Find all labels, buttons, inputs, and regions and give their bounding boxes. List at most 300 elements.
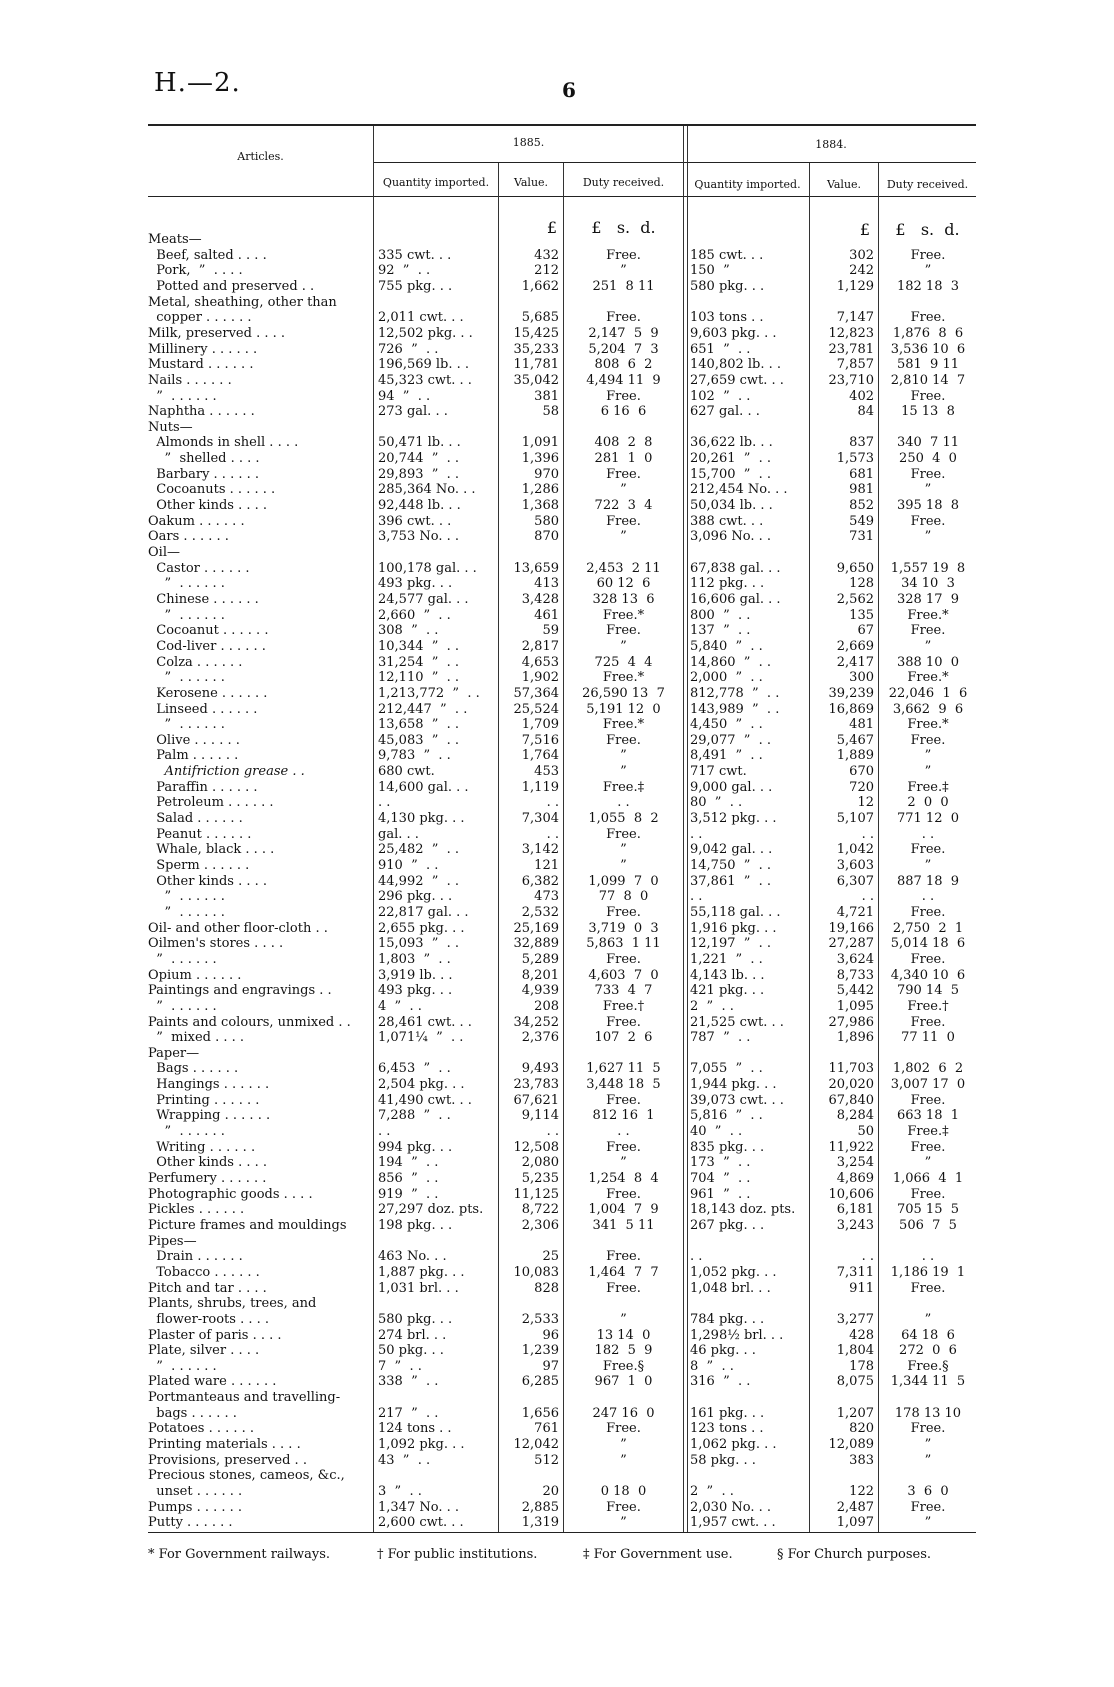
value-1884: 11,922	[828, 1139, 874, 1155]
duty-1884: ”	[924, 638, 932, 654]
value-1885: 870	[534, 529, 559, 545]
article-name: ” . . . . . .	[148, 607, 225, 623]
article-name: Photographic goods . . . .	[148, 1186, 313, 1202]
article-name: Oakum . . . . . .	[148, 513, 245, 529]
value-1884: 135	[849, 607, 874, 623]
article-name: Bags . . . . . .	[148, 1061, 239, 1077]
article-name: Paintings and engravings . .	[148, 983, 332, 999]
duty-1884: 77 11 0	[901, 1030, 955, 1046]
value-1884: 302	[849, 247, 874, 263]
value-1884: 4,721	[836, 904, 874, 920]
value-1885: 381	[534, 388, 559, 404]
quantity-1885: 856 ” . .	[378, 1171, 439, 1186]
duty-1885: Free.	[606, 247, 641, 263]
quantity-1885: 493 pkg. . .	[378, 983, 453, 999]
quantity-1885: 198 pkg. . .	[378, 1217, 453, 1233]
quantity-1884: 12,197 ” . .	[690, 936, 772, 952]
quantity-1884: 9,042 gal. . .	[690, 842, 773, 858]
value-1885: 2,817	[521, 638, 559, 654]
quantity-1885: 31,254 ” . .	[378, 654, 460, 670]
value-1884: 383	[849, 1452, 874, 1468]
article-name: Pitch and tar . . . .	[148, 1280, 267, 1296]
duty-1884: 2,750 2 1	[892, 920, 964, 936]
quantity-1884: 1,916 pkg. . .	[690, 920, 777, 936]
duty-1884: Free.‡	[907, 779, 949, 795]
quantity-1885: 2,011 cwt. . .	[378, 310, 464, 326]
value-1885: 2,532	[521, 904, 559, 920]
value-unit-1885: £	[546, 218, 557, 237]
quantity-1884: 717 cwt.	[690, 764, 747, 780]
quantity-1885: 1,071¼ ” . .	[378, 1030, 464, 1046]
duty-1884: Free.	[910, 904, 946, 920]
duty-1884: Free.*	[907, 717, 949, 733]
page-reference: H.—2.	[154, 68, 241, 98]
value-1884: 67,840	[828, 1092, 874, 1108]
duty-1885: Free.	[606, 1249, 641, 1265]
duty-1885: 13 14 0	[596, 1327, 651, 1343]
article-name: Drain . . . . . .	[148, 1249, 243, 1265]
duty-1885: 1,055 8 2	[588, 811, 659, 827]
article-name: Pickles . . . . . .	[148, 1202, 245, 1218]
quantity-1885: 1,092 pkg. . .	[378, 1437, 465, 1453]
duty-1884: Free.	[910, 1014, 946, 1030]
value-1885: 25,524	[513, 701, 559, 717]
duty-1885: ”	[620, 638, 627, 654]
article-name: Naphtha . . . . . .	[148, 404, 255, 420]
quantity-1885: 22,817 gal. . .	[378, 904, 469, 920]
duty-1885: ”	[620, 748, 627, 764]
duty-1885: 247 16 0	[592, 1405, 655, 1421]
quantity-1884: 16,606 gal. . .	[690, 591, 781, 607]
quantity-1884: 1,298½ brl. . .	[690, 1327, 784, 1343]
value-1884: 19,166	[828, 920, 874, 936]
duty-1884: ”	[924, 1515, 932, 1531]
duty-1885: ”	[620, 263, 627, 279]
quantity-1884: 1,221 ” . .	[690, 951, 763, 967]
duty-1884: 506 7 5	[899, 1217, 957, 1233]
col-divider	[373, 126, 374, 1532]
duty-1884: 1,344 11 5	[890, 1374, 966, 1390]
article-name: Nuts—	[148, 419, 193, 435]
value-unit-1884: £	[859, 220, 870, 239]
article-name: Almonds in shell . . . .	[148, 435, 299, 451]
duty-1884: Free.†	[907, 998, 949, 1014]
duty-1885: Free.	[606, 310, 641, 326]
quantity-1884: 37,861 ” . .	[690, 873, 772, 889]
duty-1884: Free.	[910, 732, 946, 748]
quantity-1884: 1,052 pkg. . .	[690, 1264, 777, 1280]
quantity-1884: 55,118 gal. . .	[690, 904, 781, 920]
quantity-1884: 812,778 ” . .	[690, 685, 780, 701]
quantity-1885: 29,893 ” . .	[378, 466, 460, 482]
value-1885: 2,376	[521, 1030, 559, 1046]
quantity-1884: 2,000 ” . .	[690, 670, 763, 686]
value-1884: 27,986	[828, 1014, 874, 1030]
duty-1884: 581 9 11	[896, 357, 960, 373]
duty-1884: Free.‡	[907, 1124, 949, 1140]
value-1885: 96	[542, 1327, 559, 1343]
quantity-1884: . .	[690, 1249, 703, 1265]
duty-1884: ”	[924, 263, 932, 279]
quantity-1884: 112 pkg. . .	[690, 576, 765, 592]
quantity-1885: 24,577 gal. . .	[378, 591, 469, 607]
article-name: Linseed . . . . . .	[148, 701, 258, 717]
value-1884: 720	[849, 779, 874, 795]
duty-1885: 107 2 6	[594, 1030, 653, 1046]
value-1884: 39,239	[828, 685, 874, 701]
value-1885: 1,764	[521, 748, 559, 764]
quantity-1884: 20,261 ” . .	[690, 451, 772, 467]
quantity-1885: 726 ” . .	[378, 341, 439, 357]
value-1884: . .	[861, 826, 874, 842]
article-name: ” . . . . . .	[148, 670, 225, 686]
duty-1885: 725 4 4	[594, 654, 653, 670]
duty-1884: 2 0 0	[907, 795, 949, 811]
value-1884: 12	[857, 795, 874, 811]
quantity-1884: 5,816 ” . .	[690, 1108, 763, 1124]
quantity-1884: 29,077 ” . .	[690, 732, 772, 748]
duty-1885: Free.*	[602, 670, 645, 686]
value-1884: 3,243	[836, 1217, 874, 1233]
quantity-1884: 9,603 pkg. . .	[690, 325, 777, 341]
duty-1884: Free.	[910, 247, 946, 263]
article-name: Potted and preserved . .	[148, 278, 315, 294]
quantity-1884: 143,989 ” . .	[690, 701, 780, 717]
duty-1884: 663 18 1	[896, 1108, 960, 1124]
quantity-1885: 50,471 lb. . .	[378, 435, 461, 451]
duty-1884: ”	[924, 1311, 932, 1327]
duty-1885: ”	[620, 1452, 627, 1468]
value-1885: 23,783	[513, 1077, 559, 1093]
value-1884: 16,869	[828, 701, 874, 717]
value-1884: 2,562	[836, 591, 874, 607]
quantity-1885: 1,031 brl. . .	[378, 1280, 459, 1296]
quantity-1885: 338 ” . .	[378, 1374, 439, 1390]
duty-1885: Free.	[606, 623, 641, 639]
value-1885: 1,319	[521, 1515, 559, 1531]
duty-header-1885: Duty received.	[582, 176, 665, 189]
article-name: ” . . . . . .	[148, 1358, 217, 1374]
header-bottom-rule	[148, 196, 976, 197]
duty-1884: Free.	[910, 466, 946, 482]
value-1884: 8,733	[836, 967, 874, 983]
article-name: Beef, salted . . . .	[148, 247, 267, 263]
value-1885: 580	[534, 513, 559, 529]
value-header-1885: Value.	[513, 176, 549, 189]
quantity-1884: 27,659 cwt. . .	[690, 372, 784, 388]
quantity-1885: 10,344 ” . .	[378, 638, 460, 654]
top-rule	[148, 124, 976, 126]
quantity-1885: 2,660 ” . .	[378, 607, 451, 623]
duty-1885: 1,004 7 9	[588, 1202, 659, 1218]
duty-1884: 340 7 11	[896, 435, 960, 451]
quantity-1884: 4,143 lb. . .	[690, 967, 765, 983]
quantity-1884: 137 ” . .	[690, 623, 751, 639]
value-1885: 1,396	[521, 451, 559, 467]
duty-1885: Free.†	[602, 998, 645, 1014]
value-1884: 1,573	[836, 451, 874, 467]
article-name: Writing . . . . . .	[148, 1139, 256, 1155]
quantity-1885: 45,323 cwt. . .	[378, 372, 472, 388]
quantity-1884: 961 ” . .	[690, 1186, 751, 1202]
quantity-1884: 784 pkg. . .	[690, 1311, 765, 1327]
value-1884: 731	[849, 529, 874, 545]
value-1885: 7,304	[521, 811, 559, 827]
footnote-railways: * For Government railways.	[148, 1547, 331, 1562]
duty-1884: Free.	[910, 1186, 946, 1202]
value-1885: 2,533	[521, 1311, 559, 1327]
value-1885: 34,252	[513, 1014, 559, 1030]
duty-1884: Free.	[910, 623, 946, 639]
value-1885: 432	[534, 247, 559, 263]
quantity-1884: 1,062 pkg. . .	[690, 1437, 777, 1453]
quantity-1885: 50 pkg. . .	[378, 1343, 444, 1359]
article-name: Paraffin . . . . . .	[148, 779, 258, 795]
article-name: Plated ware . . . . . .	[148, 1374, 277, 1390]
duty-1884: 64 18 6	[901, 1327, 955, 1343]
value-1884: 2,669	[836, 638, 874, 654]
value-1885: 1,368	[521, 498, 559, 514]
value-1885: 67,621	[513, 1092, 559, 1108]
value-1885: 453	[534, 764, 559, 780]
duty-1885: Free.§	[602, 1358, 645, 1374]
article-name: ” . . . . . .	[148, 576, 225, 592]
value-1885: 413	[534, 576, 559, 592]
article-name: Castor . . . . . .	[148, 560, 250, 576]
article-name: Paints and colours, unmixed . .	[148, 1014, 351, 1030]
quantity-1884: 80 ” . .	[690, 795, 743, 811]
value-1885: 13,659	[513, 560, 559, 576]
quantity-1885: . .	[378, 1124, 391, 1140]
value-1885: 208	[534, 998, 559, 1014]
value-1884: 128	[849, 576, 874, 592]
quantity-1884: 800 ” . .	[690, 607, 751, 623]
duty-1884: 178 13 10	[894, 1405, 962, 1421]
article-name: copper . . . . . .	[148, 310, 252, 326]
duty-1884: 790 14 5	[896, 983, 960, 999]
value-1885: 11,781	[513, 357, 559, 373]
quantity-1884: 173 ” . .	[690, 1155, 751, 1171]
duty-1885: Free.	[606, 1139, 641, 1155]
quantity-1884: 835 pkg. . .	[690, 1139, 765, 1155]
duty-1885: Free.	[606, 1186, 641, 1202]
value-1885: 1,709	[521, 717, 559, 733]
quantity-1885: 4 ” . .	[378, 998, 422, 1014]
duty-1884: ”	[924, 748, 932, 764]
quantity-1884: 212,454 No. . .	[690, 482, 788, 498]
article-name: Oil—	[148, 545, 180, 560]
duty-1884: 5,014 18 6	[890, 936, 966, 952]
value-1884: 9,650	[836, 560, 874, 576]
footnote-church: § For Church purposes.	[777, 1547, 932, 1562]
quantity-1885: 15,093 ” . .	[378, 936, 460, 952]
article-name: Oilmen's stores . . . .	[148, 936, 284, 952]
quantity-1885: 217 ” . .	[378, 1405, 439, 1421]
value-1884: 5,442	[836, 983, 874, 999]
quantity-1884: 50,034 lb. . .	[690, 498, 773, 514]
value-1884: 481	[849, 717, 874, 733]
value-1884: . .	[861, 1249, 874, 1265]
duty-1885: Free.*	[602, 607, 645, 623]
value-1885: 212	[534, 263, 559, 279]
duty-1884: Free.*	[907, 670, 949, 686]
value-1884: 820	[849, 1421, 874, 1437]
duty-1885: 1,099 7 0	[588, 873, 659, 889]
quantity-1885: 910 ” . .	[378, 858, 439, 873]
duty-1884: ”	[924, 858, 932, 873]
article-name: Pork, ” . . . .	[148, 263, 243, 279]
duty-1884: Free.	[910, 842, 946, 858]
col-divider	[563, 163, 564, 1532]
value-1884: 23,710	[828, 372, 874, 388]
duty-1884: ”	[924, 1452, 932, 1468]
value-1885: 15,425	[513, 325, 559, 341]
duty-1884: Free.	[910, 1499, 946, 1515]
duty-1885: ”	[620, 764, 627, 780]
quantity-1885: 124 tons . .	[378, 1421, 452, 1437]
article-name: ” . . . . . .	[148, 904, 225, 920]
value-1885: 8,722	[521, 1202, 559, 1218]
duty-1885: Free.	[606, 1280, 641, 1296]
value-header-1884: Value.	[826, 178, 862, 191]
value-1884: 7,857	[836, 357, 874, 373]
quantity-1885: 1,213,772 ” . .	[378, 685, 480, 701]
quantity-1885: 44,992 ” . .	[378, 873, 460, 889]
duty-1885: . .	[617, 1124, 630, 1140]
quantity-1884: 140,802 lb. . .	[690, 357, 782, 373]
quantity-1885: 7 ” . .	[378, 1358, 422, 1374]
value-1884: 402	[849, 388, 874, 404]
value-1884: 4,869	[836, 1171, 874, 1186]
duty-1885: Free.	[606, 732, 641, 748]
value-1884: 3,254	[836, 1155, 874, 1171]
duty-1884: 1,066 4 1	[892, 1171, 964, 1186]
duty-1884: 3 6 0	[907, 1484, 949, 1499]
quantity-1885: 92,448 lb. . .	[378, 498, 461, 514]
duty-1885: 722 3 4	[594, 498, 653, 514]
quantity-1885: 27,297 doz. pts.	[378, 1202, 484, 1218]
duty-1885: 967 1 0	[594, 1374, 653, 1390]
value-1885: 970	[534, 466, 559, 482]
value-1884: 852	[849, 498, 874, 514]
quantity-1884: 1,957 cwt. . .	[690, 1515, 776, 1531]
quantity-1885: 285,364 No. . .	[378, 482, 476, 498]
value-1885: 4,653	[521, 654, 559, 670]
quantity-1884: . .	[690, 826, 703, 842]
quantity-1885: 1,347 No. . .	[378, 1499, 459, 1515]
duty-1884: 22,046 1 6	[888, 685, 968, 701]
duty-1884: 705 15 5	[896, 1202, 960, 1218]
quantity-1884: 580 pkg. . .	[690, 278, 765, 294]
value-1884: 122	[849, 1484, 874, 1499]
duty-1884: ”	[924, 482, 932, 498]
duty-1885: 3,719 0 3	[588, 920, 659, 936]
duty-1885: 5,204 7 3	[588, 341, 659, 357]
duty-1884: 3,007 17 0	[890, 1077, 966, 1093]
quantity-1885: 12,502 pkg. . .	[378, 325, 473, 341]
quantity-1884: 150 ”	[690, 263, 730, 279]
duty-header-1884: Duty received.	[886, 178, 969, 191]
article-name: Meats—	[148, 232, 202, 247]
article-name: Pumps . . . . . .	[148, 1499, 243, 1515]
article-name: ” mixed . . . .	[148, 1030, 245, 1046]
value-1885: 12,042	[513, 1437, 559, 1453]
value-1885: 7,516	[521, 732, 559, 748]
quantity-1884: 123 tons . .	[690, 1421, 764, 1437]
value-1885: 32,889	[513, 936, 559, 952]
value-1884: 2,487	[836, 1499, 874, 1515]
duty-1884: 2,810 14 7	[890, 372, 966, 388]
duty-1885: 812 16 1	[592, 1108, 655, 1124]
quantity-1884: 67,838 gal. . .	[690, 560, 781, 576]
value-1884: 27,287	[828, 936, 874, 952]
duty-1885: 60 12 6	[596, 576, 651, 592]
duty-1884: ”	[924, 1437, 932, 1453]
duty-1885: ”	[620, 1155, 627, 1171]
value-1885: 1,902	[521, 670, 559, 686]
quantity-1885: 194 ” . .	[378, 1155, 439, 1171]
value-1885: 9,493	[521, 1061, 559, 1077]
value-1884: 1,129	[836, 278, 874, 294]
duty-1885: Free.	[606, 1014, 641, 1030]
value-1885: 58	[542, 404, 559, 420]
duty-1885: 5,863 1 11	[586, 936, 661, 952]
duty-1884: 1,557 19 8	[890, 560, 966, 576]
duty-1885: 2,147 5 9	[588, 325, 659, 341]
article-name: Colza . . . . . .	[148, 654, 243, 670]
value-1884: 23,781	[828, 341, 874, 357]
article-name: Salad . . . . . .	[148, 811, 243, 827]
year-divider	[683, 126, 688, 1532]
value-1884: 178	[849, 1358, 874, 1374]
quantity-1884: 388 cwt. . .	[690, 513, 764, 529]
quantity-1885: gal. . .	[378, 826, 419, 842]
duty-1885: ”	[620, 858, 627, 873]
value-1885: 1,119	[521, 779, 559, 795]
quantity-1884: . .	[690, 889, 703, 905]
value-1885: 8,201	[521, 967, 559, 983]
value-1885: 97	[542, 1358, 559, 1374]
duty-1885: 251 8 11	[592, 278, 655, 294]
quantity-1884: 421 pkg. . .	[690, 983, 765, 999]
quantity-1884: 267 pkg. . .	[690, 1217, 765, 1233]
value-1885: 12,508	[513, 1139, 559, 1155]
value-1884: 549	[849, 513, 874, 529]
value-1885: 3,428	[521, 591, 559, 607]
quantity-1885: 2,655 pkg. . .	[378, 920, 465, 936]
value-1885: 4,939	[521, 983, 559, 999]
quantity-1884: 18,143 doz. pts.	[690, 1202, 796, 1218]
article-name: Cocoanut . . . . . .	[148, 623, 269, 639]
quantity-1885: 92 ” . .	[378, 263, 431, 279]
quantity-1885: 396 cwt. . .	[378, 513, 452, 529]
article-name: Opium . . . . . .	[148, 967, 242, 983]
value-1885: . .	[546, 795, 559, 811]
value-1884: 1,042	[836, 842, 874, 858]
quantity-1884: 40 ” . .	[690, 1124, 743, 1140]
value-1885: 9,114	[521, 1108, 559, 1124]
quantity-1885: 45,083 ” . .	[378, 732, 460, 748]
duty-1885: 408 2 8	[594, 435, 653, 451]
bottom-rule	[148, 1532, 976, 1533]
quantity-1884: 627 gal. . .	[690, 404, 760, 420]
value-1884: 837	[849, 435, 874, 451]
quantity-1884: 7,055 ” . .	[690, 1061, 763, 1077]
quantity-1884: 39,073 cwt. . .	[690, 1092, 784, 1108]
duty-1884: 3,662 9 6	[892, 701, 964, 717]
value-1884: 10,606	[828, 1186, 874, 1202]
value-1884: 20,020	[828, 1077, 874, 1093]
